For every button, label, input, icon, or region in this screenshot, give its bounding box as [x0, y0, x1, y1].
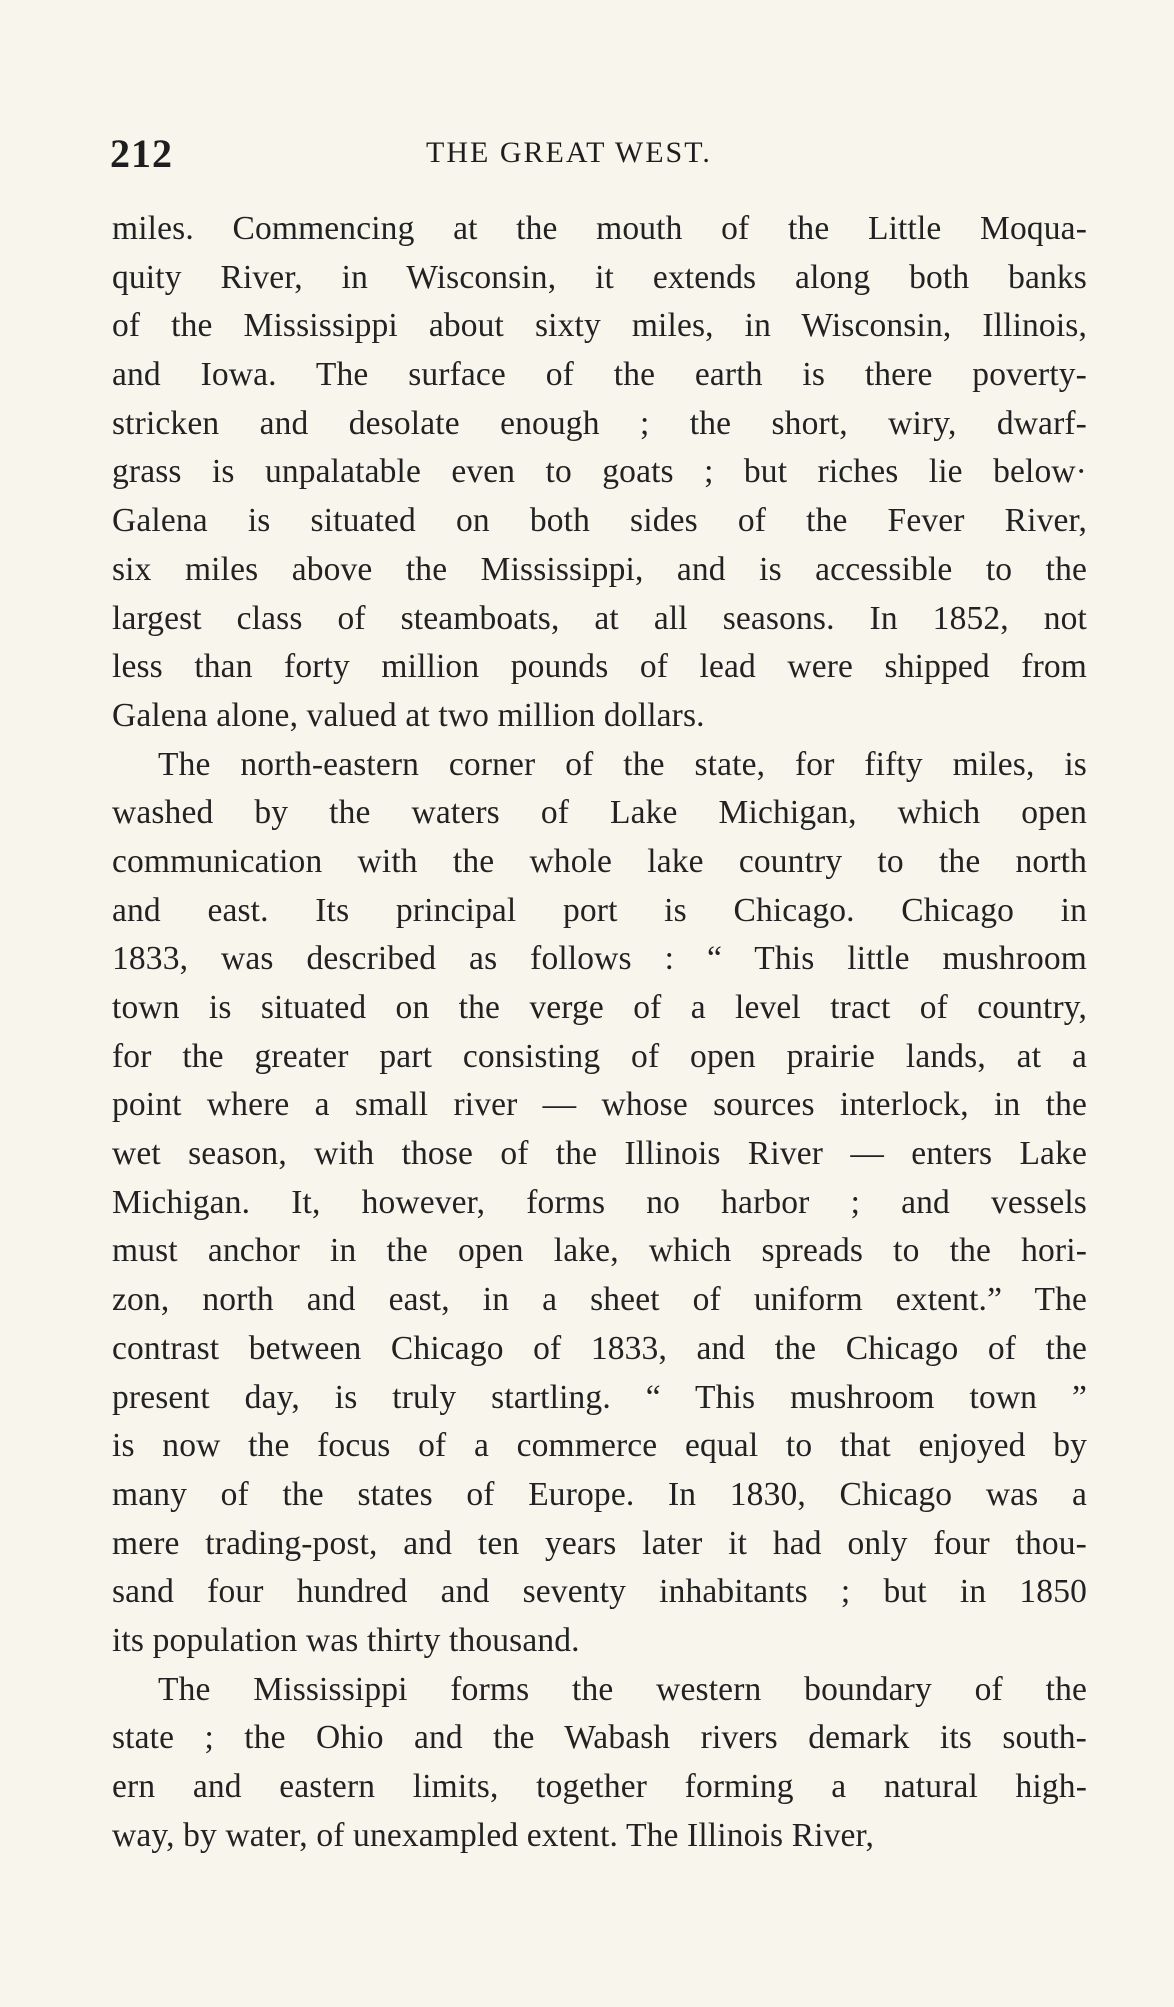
text-line: Galena is situated on both sides of the Fever River,	[112, 502, 1087, 540]
text-line: its population was thirty thousand.	[112, 1621, 580, 1659]
text-line: of the Mississippi about sixty miles, in Wisconsin, Illinois,	[112, 307, 1087, 345]
text-line: sand four hundred and seventy inhabitants ; but in 1850	[112, 1573, 1087, 1611]
paragraph	[112, 741, 1087, 1666]
text-line: quity River, in Wisconsin, it extends along both banks	[112, 258, 1087, 296]
text-line: 1833, was described as follows : “ This little mushroom	[112, 940, 1087, 978]
text-line: present day, is truly startling. “ This mushroom town ”	[112, 1378, 1087, 1416]
text-line: and Iowa. The surface of the earth is there poverty-	[112, 356, 1087, 394]
text-line: must anchor in the open lake, which spreads to the hori-	[112, 1232, 1087, 1270]
paragraph	[112, 1666, 1087, 1861]
text-line: miles. Commencing at the mouth of the Little Moqua-	[112, 210, 1087, 247]
text-line: way, by water, of unexampled extent. The Illinois River,	[112, 1816, 875, 1854]
body-text	[112, 205, 1087, 1860]
text-line: grass is unpalatable even to goats ; but riches lie below·	[112, 453, 1087, 491]
text-line: state ; the Ohio and the Wabash rivers demark its south-	[112, 1719, 1087, 1757]
running-head	[110, 130, 1090, 180]
text-line: town is situated on the verge of a level tract of country,	[112, 989, 1087, 1026]
text-line: washed by the waters of Lake Michigan, which open	[112, 794, 1087, 832]
running-title: THE GREAT WEST.	[426, 136, 712, 169]
text-line: and east. Its principal port is Chicago. Chicago in	[112, 891, 1087, 929]
text-line: The north-eastern corner of the state, for fifty miles, is	[158, 745, 1087, 783]
page-number: 212	[110, 131, 173, 176]
text-line: largest class of steamboats, at all seasons. In 1852, not	[112, 599, 1087, 637]
text-line: The Mississippi forms the western boundary of the	[158, 1670, 1087, 1708]
text-line: mere trading-post, and ten years later it had only four thou-	[112, 1524, 1087, 1562]
text-line: many of the states of Europe. In 1830, Chicago was a	[112, 1475, 1087, 1513]
text-line: Michigan. It, however, forms no harbor ; and vessels	[112, 1183, 1087, 1221]
text-line: point where a small river — whose sources interlock, in the	[112, 1086, 1087, 1124]
text-line: stricken and desolate enough ; the short, wiry, dwarf-	[112, 404, 1087, 442]
paragraph	[112, 205, 1087, 741]
text-line: contrast between Chicago of 1833, and the Chicago of the	[112, 1329, 1087, 1367]
text-line: six miles above the Mississippi, and is accessible to the	[112, 550, 1087, 588]
text-line: Galena alone, valued at two million dollars.	[112, 696, 705, 734]
text-line: ern and eastern limits, together forming a natural high-	[112, 1768, 1087, 1805]
text-line: communication with the whole lake country to the north	[112, 842, 1087, 880]
text-line: is now the focus of a commerce equal to that enjoyed by	[112, 1427, 1087, 1465]
text-line: less than forty million pounds of lead were shipped from	[112, 648, 1087, 686]
text-line: zon, north and east, in a sheet of uniform extent.” The	[112, 1281, 1087, 1319]
text-line: wet season, with those of the Illinois River — enters Lake	[112, 1135, 1087, 1173]
text-line: for the greater part consisting of open prairie lands, at a	[112, 1037, 1087, 1075]
